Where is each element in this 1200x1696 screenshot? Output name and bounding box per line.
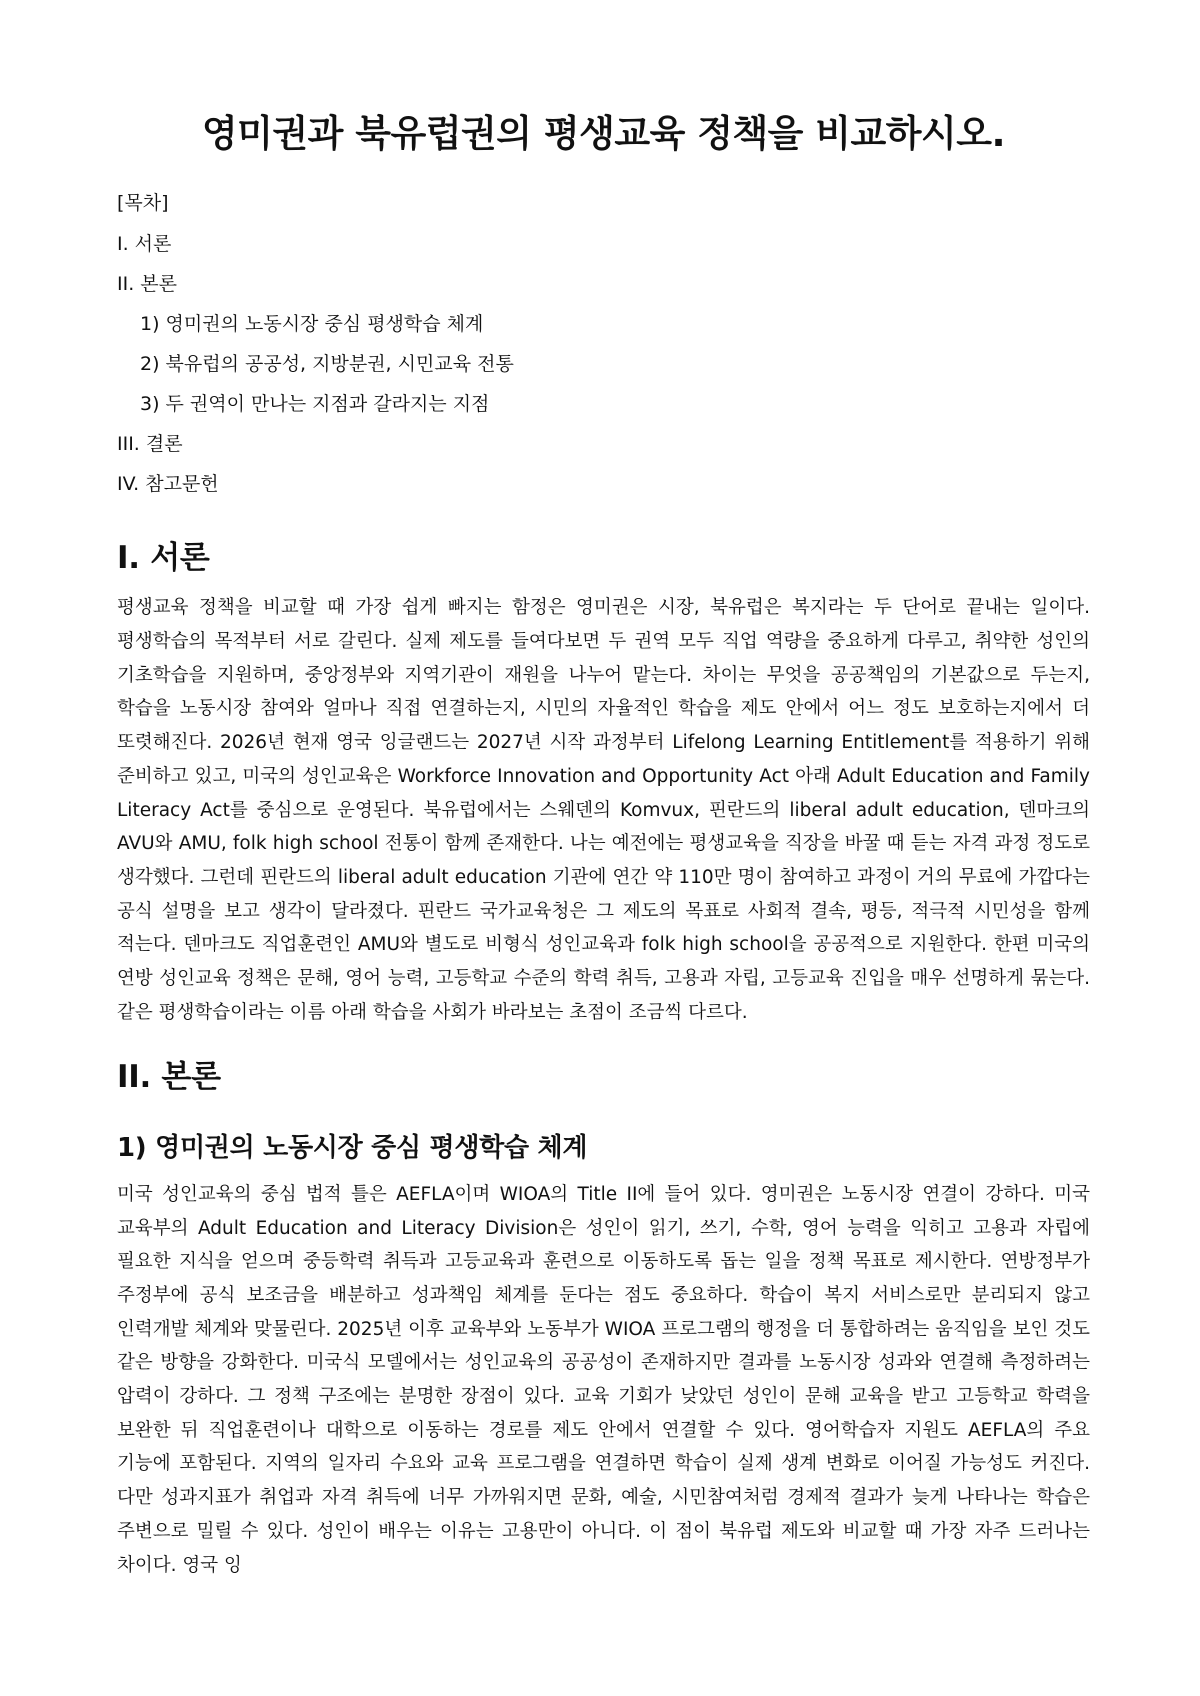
table-of-contents xyxy=(117,182,1090,504)
toc-item: II. 본론 xyxy=(117,273,177,296)
intro-paragraph: 평생교육 정책을 비교할 때 가장 쉽게 빠지는 함정은 영미권은 시장, 북유럽은 복지라는 두 단어로 끝내는 일이다. 평생학습의 목적부터 서로 갈린다. 실제 제도를 들여다보면 두 권역 모두 직업 역량을 중요하게 다루고, 취약한 성인의 기초학습을 지원하며, 중앙정부와 지역기관이 재원을 나누어 맡는다. 차이는 무엇을 공공책임의 기본값으로 두는지, 학습을 노동시장 참여와 얼마나 직접 연결하는지, 시민의 자율적인 학습을 제도 안에서 어느 정도 보호하는지에서 더 또렷해진다. 2026년 현재 영국 잉글랜드는 2027년 시작 과정부터 Lifelong Learning Entitlement를 적용하기 위해 준비하고 있고, 미국의 성인교육은 Workforce Innovation and Opportunity Act 아래 Adult Education and Family Literacy Act를 중심으로 운영된다. 북유럽에서는 스웨덴의 Komvux, 핀란드의 liberal adult education, 덴마크의 AVU와 AMU, folk high school 전통이 함께 존재한다. 나는 예전에는 평생교육을 직장을 바꿀 때 듣는 자격 과정 정도로 생각했다. 그런데 핀란드의 liberal adult education 기관에 연간 약 110만 명이 참여하고 과정이 거의 무료에 가깝다는 공식 설명을 보고 생각이 달라졌다. 핀란드 국가교육청은 그 제도의 목표로 사회적 결속, 평등, 적극적 시민성을 함께 적는다. 덴마크도 직업훈련인 AMU와 별도로 비형식 성인교육과 folk high school을 공공적으로 지원한다. 한편 미국의 연방 성인교육 정책은 문해, 영어 능력, 고등학교 수준의 학력 취득, 고용과 자립, 고등교육 진입을 매우 선명하게 묶는다. 같은 평생학습이라는 이름 아래 학습을 사회가 바라보는 초점이 조금씩 다르다. xyxy=(117,597,1090,1023)
toc-subitem: 1) 영미권의 노동시장 중심 평생학습 체계 xyxy=(140,313,484,336)
toc-item: IV. 참고문헌 xyxy=(117,473,219,496)
section-heading-intro: I. 서론 xyxy=(117,540,210,577)
subsection-1-paragraph: 미국 성인교육의 중심 법적 틀은 AEFLA이며 WIOA의 Title II에 들어 있다. 영미권은 노동시장 연결이 강하다. 미국 교육부의 Adult Education and Literacy Division은 성인이 읽기, 쓰기, 수학, 영어 능력을 익히고 고용과 자립에 필요한 지식을 얻으며 중등학력 취득과 고등교육과 훈련으로 이동하도록 돕는 일을 정책 목표로 제시한다. 연방정부가 주정부에 공식 보조금을 배분하고 성과책임 체계를 둔다는 점도 중요하다. 학습이 복지 서비스로만 분리되지 않고 인력개발 체계와 맞물린다. 2025년 이후 교육부와 노동부가 WIOA 프로그램의 행정을 더 통합하려는 움직임을 보인 것도 같은 방향을 강화한다. 미국식 모델에서는 성인교육의 공공성이 존재하지만 결과를 노동시장 성과와 연결해 측정하려는 압력이 강하다. 그 정책 구조에는 분명한 장점이 있다. 교육 기회가 낮았던 성인이 문해 교육을 받고 고등학교 학력을 보완한 뒤 직업훈련이나 대학으로 이동하는 경로를 제도 안에서 연결할 수 있다. 영어학습자 지원도 AEFLA의 주요 기능에 포함된다. 지역의 일자리 수요와 교육 프로그램을 연결하면 학습이 실제 생계 변화로 이어질 가능성도 커진다. 다만 성과지표가 취업과 자격 취득에 너무 가까워지면 문화, 예술, 시민참여처럼 경제적 결과가 늦게 나타나는 학습은 주변으로 밀릴 수 있다. 성인이 배우는 이유는 고용만이 아니다. 이 점이 북유럽 제도와 비교할 때 가장 자주 드러나는 차이다. 영국 잉 xyxy=(117,1183,1090,1576)
document-title: 영미권과 북유럽권의 평생교육 정책을 비교하시오. xyxy=(201,112,1006,155)
toc-item: I. 서론 xyxy=(117,233,172,256)
toc-header: [목차] xyxy=(117,192,169,215)
toc-subitem: 3) 두 권역이 만나는 지점과 갈라지는 지점 xyxy=(140,393,490,416)
section-heading-body: II. 본론 xyxy=(117,1059,221,1096)
toc-item: III. 결론 xyxy=(117,433,183,456)
toc-subitem: 2) 북유럽의 공공성, 지방분권, 시민교육 전통 xyxy=(140,353,514,376)
subsection-heading-1: 1) 영미권의 노동시장 중심 평생학습 체계 xyxy=(117,1132,588,1163)
